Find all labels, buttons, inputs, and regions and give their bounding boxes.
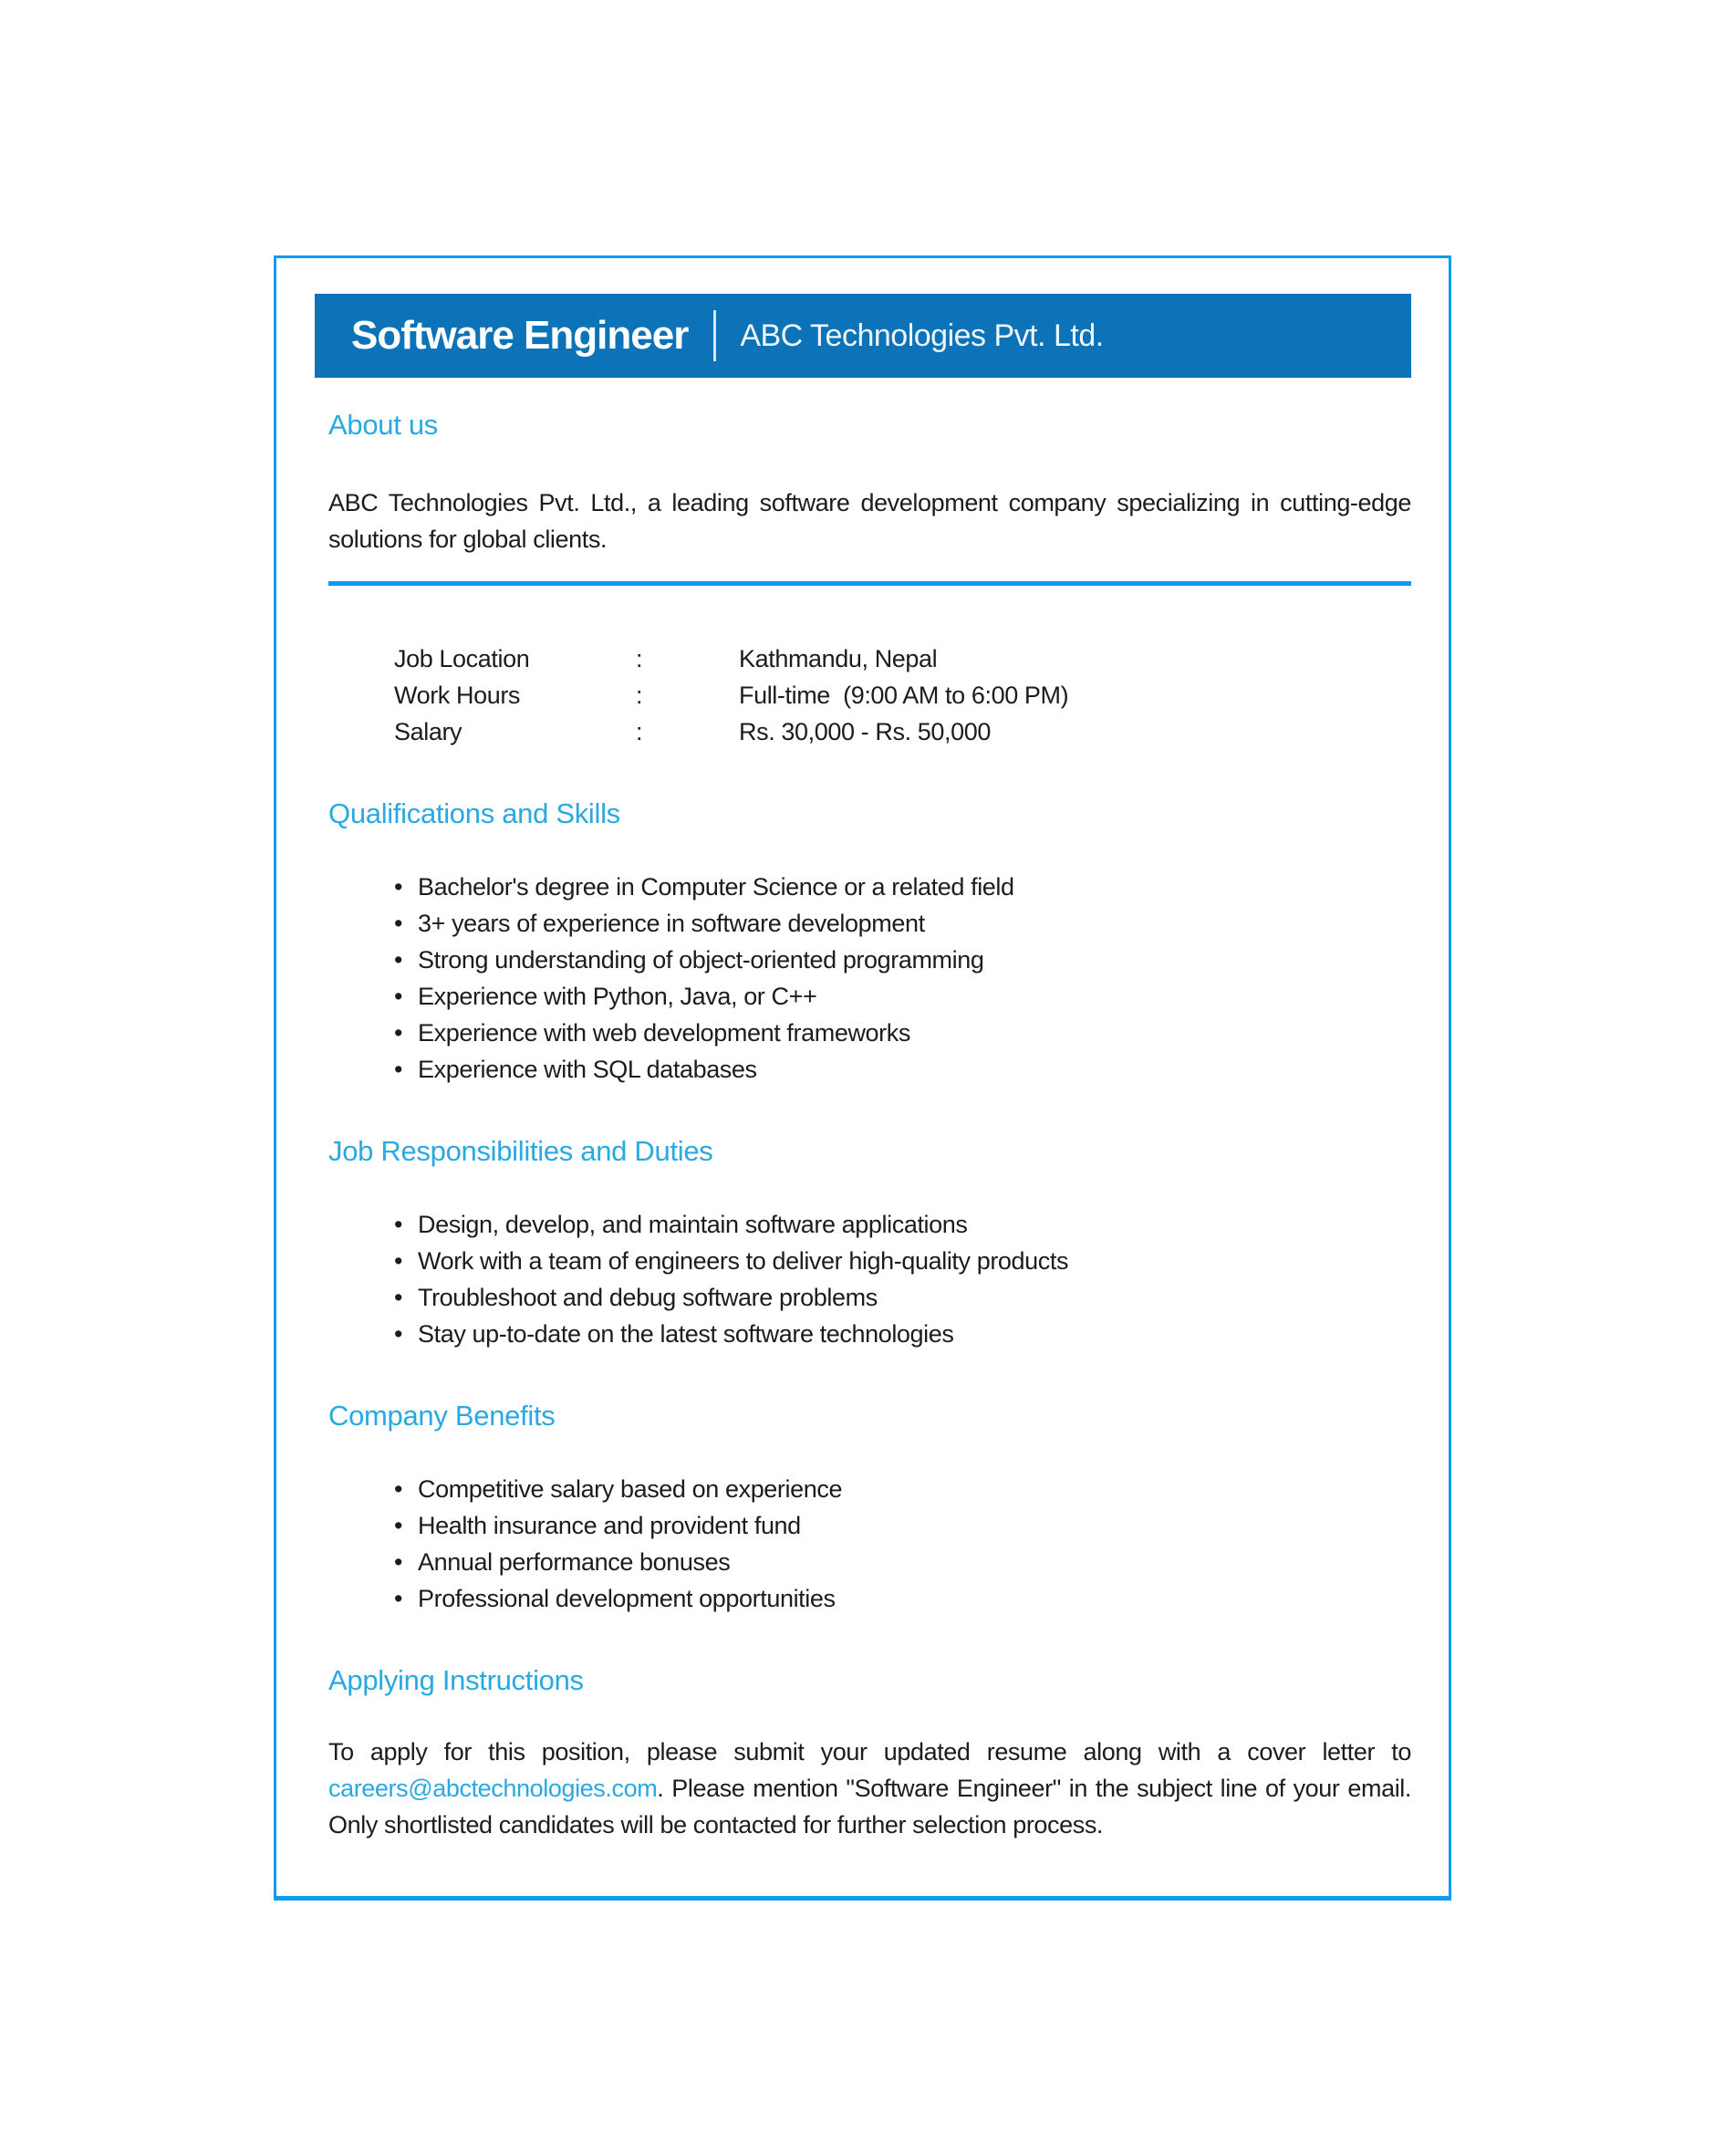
table-row	[394, 677, 1411, 713]
work-hours-value: Full-time (9:00 AM to 6:00 PM)	[739, 682, 1069, 709]
list-item: • Troubleshoot and debug software problems	[394, 1279, 1411, 1316]
divider-rule	[328, 581, 1411, 586]
about-heading: About us	[328, 409, 438, 441]
applying-paragraph	[328, 1734, 1411, 1843]
table-row	[394, 713, 1411, 750]
list-item: • Stay up-to-date on the latest software technologies	[394, 1316, 1411, 1352]
document-content	[276, 409, 1449, 1843]
list-item: • Competitive salary based on experience	[394, 1471, 1411, 1507]
list-item: • Experience with Python, Java, or C++	[394, 978, 1411, 1015]
work-hours-separator: :	[636, 682, 643, 709]
document-frame	[274, 255, 1451, 1901]
job-location-label: Job Location	[394, 645, 530, 672]
applying-text-post: . Please mention "Software Engineer" in the subject line of your email. Only shortlisted candidates will be contacted for further selection process.	[328, 1775, 1411, 1838]
list-item: • Design, develop, and maintain software applications	[394, 1206, 1411, 1243]
job-details-table	[394, 641, 1411, 750]
list-item: • Strong understanding of object-oriented programming	[394, 942, 1411, 978]
job-location-separator: :	[636, 645, 643, 672]
header-bar	[315, 294, 1411, 378]
job-title: Software Engineer	[351, 313, 689, 358]
salary-label: Salary	[394, 718, 462, 745]
company-name: ABC Technologies Pvt. Ltd.	[740, 318, 1104, 353]
header-divider	[713, 310, 716, 361]
table-row	[394, 641, 1411, 677]
job-location-value: Kathmandu, Nepal	[739, 645, 938, 672]
benefits-heading: Company Benefits	[328, 1400, 556, 1432]
benefits-list	[394, 1471, 1411, 1617]
list-item: • Bachelor's degree in Computer Science or a related field	[394, 869, 1411, 905]
list-item: • Annual performance bonuses	[394, 1544, 1411, 1580]
applying-text-pre: To apply for this position, please submit your updated resume along with a cover letter to	[328, 1738, 1411, 1765]
salary-value: Rs. 30,000 - Rs. 50,000	[739, 718, 991, 745]
list-item: • 3+ years of experience in software development	[394, 905, 1411, 942]
list-item: • Work with a team of engineers to deliver high-quality products	[394, 1243, 1411, 1279]
list-item: • Experience with web development frameworks	[394, 1015, 1411, 1051]
email-link[interactable]: careers@abctechnologies.com	[328, 1775, 658, 1802]
list-item: • Professional development opportunities	[394, 1580, 1411, 1617]
salary-separator: :	[636, 718, 643, 745]
responsibilities-list	[394, 1206, 1411, 1352]
list-item: • Experience with SQL databases	[394, 1051, 1411, 1088]
responsibilities-heading: Job Responsibilities and Duties	[328, 1135, 713, 1167]
work-hours-label: Work Hours	[394, 682, 521, 709]
qualifications-heading: Qualifications and Skills	[328, 797, 620, 829]
list-item: • Health insurance and provident fund	[394, 1507, 1411, 1544]
applying-heading: Applying Instructions	[328, 1664, 584, 1696]
about-paragraph: ABC Technologies Pvt. Ltd., a leading software development company specializing in cutting-edge solutions for global clients.	[328, 489, 1411, 553]
qualifications-list	[394, 869, 1411, 1088]
